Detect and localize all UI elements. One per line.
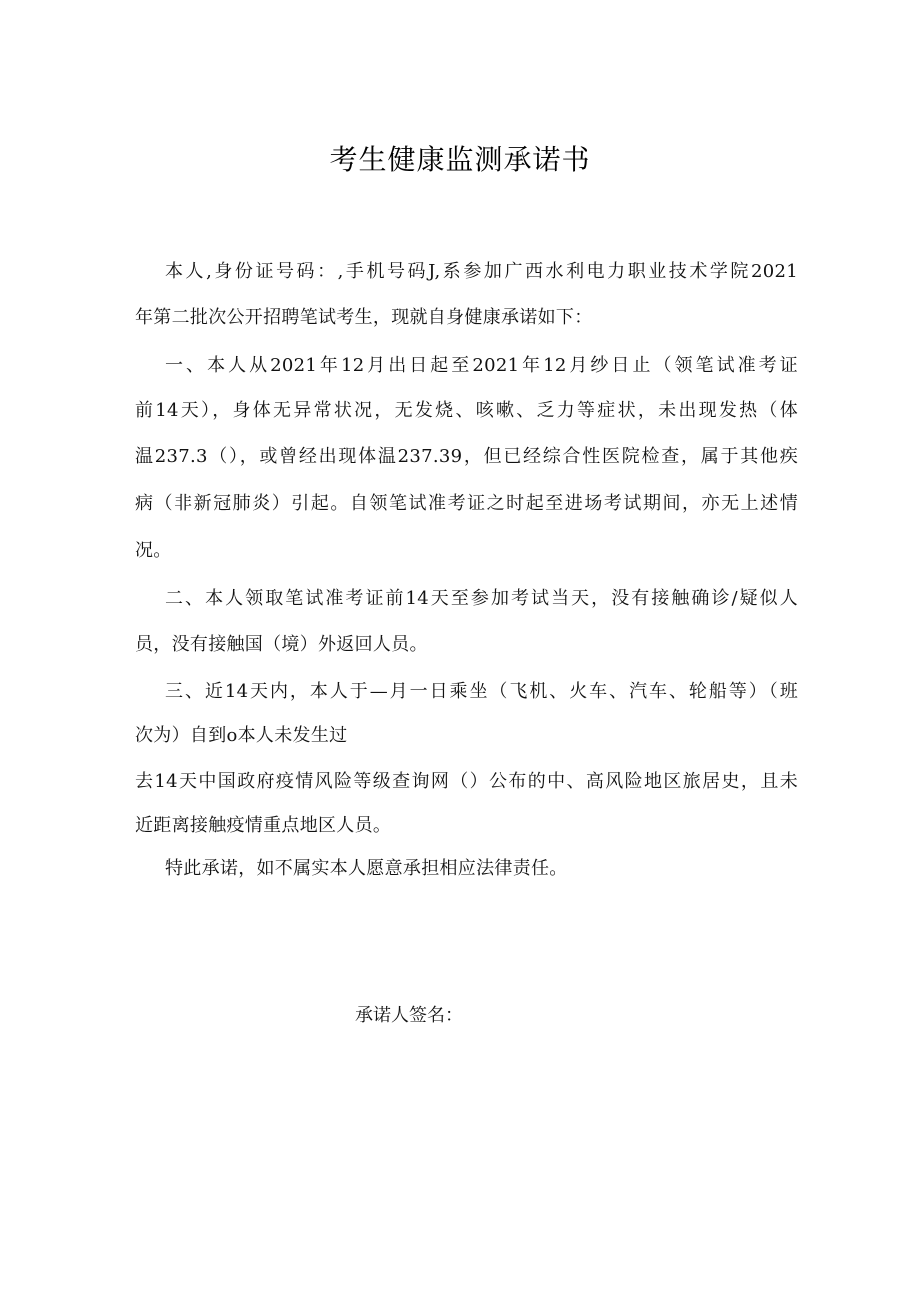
paragraph-line-13: 近距离接触疫情重点地区人员。 bbox=[135, 815, 392, 836]
paragraph-line-7: 况。 bbox=[135, 540, 172, 561]
signature-label: 承诺人签名： bbox=[355, 1005, 463, 1026]
paragraph-line-6: 病（非新冠肺炎）引起。自领笔试准考证之时起至进场考试期间，亦无上述情 bbox=[135, 493, 798, 514]
paragraph-line-5: 温237.3（），或曾经出现体温237.39，但已经综合性医院检查，属于其他疾 bbox=[135, 446, 798, 467]
paragraph-line-1: 本人,身份证号码：,手机号码J,系参加广西水利电力职业技术学院2021 bbox=[165, 261, 798, 282]
paragraph-line-3: 一、本人从2021年12月出日起至2021年12月纱日止（领笔试准考证 bbox=[165, 355, 798, 376]
document-title: 考生健康监测承诺书 bbox=[329, 143, 591, 176]
paragraph-line-2: 年第二批次公开招聘笔试考生，现就自身健康承诺如下： bbox=[135, 307, 593, 328]
paragraph-line-8: 二、本人领取笔试准考证前14天至参加考试当天，没有接触确诊/疑似人 bbox=[165, 588, 798, 609]
paragraph-line-11: 次为）自到o本人未发生过 bbox=[135, 725, 348, 746]
paragraph-line-14: 特此承诺，如不属实本人愿意承担相应法律责任。 bbox=[165, 858, 568, 879]
paragraph-line-10: 三、近14天内，本人于—月一日乘坐（飞机、火车、汽车、轮船等）（班 bbox=[165, 681, 798, 702]
paragraph-line-4: 前14天），身体无异常状况，无发烧、咳嗽、乏力等症状，未出现发热（体 bbox=[135, 400, 798, 421]
paragraph-line-12: 去14天中国政府疫情风险等级查询网（）公布的中、高风险地区旅居史，且未 bbox=[135, 771, 798, 792]
paragraph-line-9: 员，没有接触国（境）外返回人员。 bbox=[135, 634, 428, 655]
